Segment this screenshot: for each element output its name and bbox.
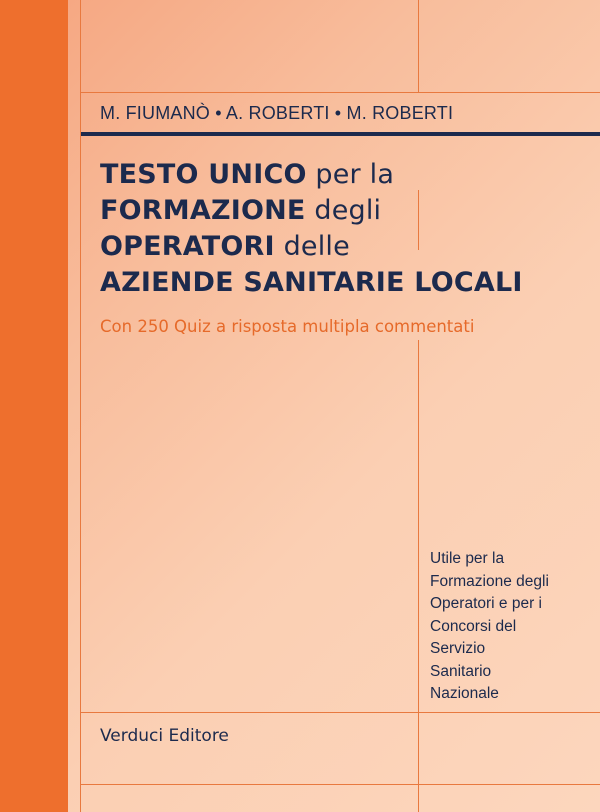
grid-line-vertical-left [80,0,81,812]
note-line: Concorsi del [430,617,517,635]
grid-line-horizontal-base [80,784,600,785]
grid-line-horizontal-top [80,92,600,93]
grid-line-vertical-lower [418,340,419,812]
title-line-2 [100,193,523,229]
title-line-4 [100,265,523,301]
note-line: Sanitario [430,662,492,680]
title-line-1 [100,157,523,193]
title-line-3-bold: OPERATORI [100,231,275,262]
grid-line-vertical-top [418,0,419,92]
publisher: Verduci Editore [100,726,229,746]
title-rule [81,132,600,136]
title-line-1-bold: TESTO UNICO [100,159,307,190]
note-line: Utile per la [430,550,505,567]
title-line-3 [100,229,523,265]
note-line: Operatori e per i [430,595,542,612]
spine-band [0,0,68,812]
note-line: Servizio [430,640,486,657]
authors: M. FIUMANÒ • A. ROBERTI • M. ROBERTI [100,103,454,123]
title-line-4-bold: AZIENDE SANITARIE LOCALI [100,267,523,298]
title-line-2-rest: degli [305,195,382,226]
title-line-2-bold: FORMAZIONE [100,195,306,226]
purpose-note [430,548,549,706]
book-title [100,157,523,301]
title-line-1-rest: per la [306,159,395,190]
grid-line-horizontal-bottom [80,712,600,713]
note-line: Formazione degli [430,572,549,590]
note-line: Nazionale [430,685,499,702]
title-line-3-rest: delle [274,231,350,262]
subtitle: Con 250 Quiz a risposta multipla commentati [100,317,475,336]
